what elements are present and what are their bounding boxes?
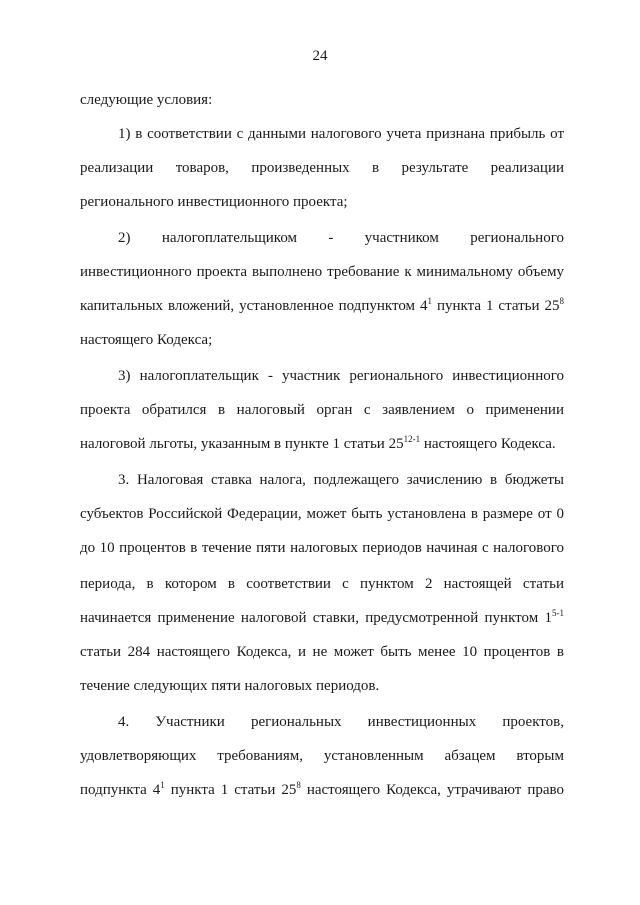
text-line <box>80 296 564 316</box>
text-fragment: настоящего Кодекса. <box>420 436 556 452</box>
text-line: до 10 процентов в течение пяти налоговых периодов начиная с налогового <box>80 540 564 556</box>
text-fragment: подпункта 4 <box>80 782 161 798</box>
superscript: 12-1 <box>403 434 421 444</box>
text-line: 3) налогоплательщик - участник регионального инвестиционного <box>118 368 564 384</box>
text-line: инвестиционного проекта выполнено требование к минимальному объему <box>80 264 564 280</box>
text-line: периода, в котором в соответствии с пунктом 2 настоящей статьи <box>80 576 564 592</box>
text-fragment: пункта 1 статьи 25 <box>432 298 560 314</box>
text-line: следующие условия: <box>80 92 213 108</box>
text-line: 1) в соответствии с данными налогового учета признана прибыль от <box>118 126 564 142</box>
superscript: 1 <box>427 296 432 306</box>
superscript: 1 <box>160 780 165 790</box>
text-line: 3. Налоговая ставка налога, подлежащего зачислению в бюджеты <box>118 472 564 488</box>
text-fragment: пункта 1 статьи 25 <box>164 782 297 798</box>
text-line: 4. Участники региональных инвестиционных проектов, <box>118 714 564 730</box>
text-line: статьи 284 настоящего Кодекса, и не может быть менее 10 процентов в <box>80 644 564 660</box>
text-line: субъектов Российской Федерации, может быть установлена в размере от 0 <box>80 506 564 522</box>
superscript: 8 <box>296 780 301 790</box>
text-line <box>80 780 564 800</box>
text-line: регионального инвестиционного проекта; <box>80 194 348 210</box>
text-line <box>80 608 564 628</box>
text-line: удовлетворяющих требованиям, установленным абзацем вторым <box>80 748 564 764</box>
text-line: 2) налогоплательщиком - участником регионального <box>118 230 564 246</box>
text-fragment: начинается применение налоговой ставки, предусмотренной пунктом 1 <box>80 610 552 626</box>
text-fragment: капитальных вложений, установленное подпунктом 4 <box>80 298 428 314</box>
superscript: 5-1 <box>552 608 564 618</box>
text-line <box>80 434 564 454</box>
text-fragment: налоговой льготы, указанным в пункте 1 статьи 25 <box>80 436 404 452</box>
page-number: 24 <box>312 48 328 64</box>
superscript: 8 <box>559 296 564 306</box>
text-line: проекта обратился в налоговый орган с заявлением о применении <box>80 402 564 418</box>
text-fragment: настоящего Кодекса, утрачивают право <box>300 782 564 798</box>
text-line: настоящего Кодекса; <box>80 332 213 348</box>
text-line: реализации товаров, произведенных в результате реализации <box>80 160 564 176</box>
text-line: течение следующих пяти налоговых периодов. <box>80 678 380 694</box>
